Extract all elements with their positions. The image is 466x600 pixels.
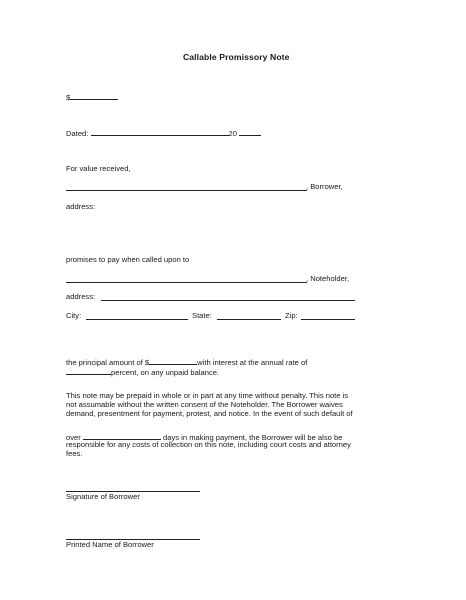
- terms-line: This note may be prepaid in whole or in part at any time without penalty. This note is: [66, 391, 349, 400]
- year-blank[interactable]: [239, 127, 261, 136]
- noteholder-name-blank[interactable]: [66, 282, 307, 283]
- amount-blank[interactable]: [70, 91, 118, 100]
- for-value-text: For value received,: [66, 164, 131, 173]
- collection-line: responsible for any costs of collection on this note, including court costs and attorney: [66, 440, 351, 449]
- city-label: City:: [66, 311, 82, 320]
- percent-text: percent, on any unpaid balance.: [111, 368, 220, 377]
- state-label: State:: [192, 311, 212, 320]
- days-text: days in making payment, the Borrower will be also be: [163, 433, 343, 442]
- noteholder-label: , Noteholder,: [306, 274, 350, 283]
- terms-line: not assumable without the written consent of the Noteholder. The Borrower waives: [66, 400, 343, 410]
- borrower-label: , Borrower,: [306, 182, 343, 191]
- state-blank[interactable]: [217, 319, 281, 320]
- promises-text: promises to pay when called upon to: [66, 255, 190, 264]
- principal-blank[interactable]: [149, 356, 197, 365]
- year-prefix: 20: [228, 129, 237, 138]
- over-label: over: [66, 433, 81, 442]
- amount-row: [66, 91, 118, 102]
- percent-row: [66, 366, 219, 377]
- terms-line: demand, presentment for payment, protest, and notice. In the event of such default of: [66, 409, 353, 419]
- default-days-blank[interactable]: [83, 431, 161, 440]
- terms-paragraph: [66, 391, 406, 419]
- interest-text: with interest at the annual rate of: [197, 358, 308, 367]
- zip-label: Zip:: [285, 311, 298, 320]
- date-blank[interactable]: [91, 127, 229, 136]
- city-blank[interactable]: [86, 319, 188, 320]
- dollar-sign: $: [66, 93, 71, 102]
- principal-text: the principal amount of $: [66, 358, 150, 367]
- collection-line: fees.: [66, 449, 83, 459]
- dated-label: Dated:: [66, 129, 89, 138]
- borrower-address-label: address:: [66, 202, 96, 211]
- collection-paragraph: [66, 440, 406, 458]
- zip-blank[interactable]: [301, 319, 355, 320]
- printed-name-label: Printed Name of Borrower: [66, 540, 154, 549]
- noteholder-address-blank[interactable]: [101, 300, 355, 301]
- signature-label: Signature of Borrower: [66, 492, 140, 501]
- noteholder-address-label: address:: [66, 292, 96, 301]
- document-title: Callable Promissory Note: [183, 52, 290, 62]
- principal-row: [66, 356, 307, 367]
- dated-row: [66, 127, 261, 138]
- percent-blank[interactable]: [66, 366, 111, 375]
- borrower-name-blank[interactable]: [66, 190, 307, 191]
